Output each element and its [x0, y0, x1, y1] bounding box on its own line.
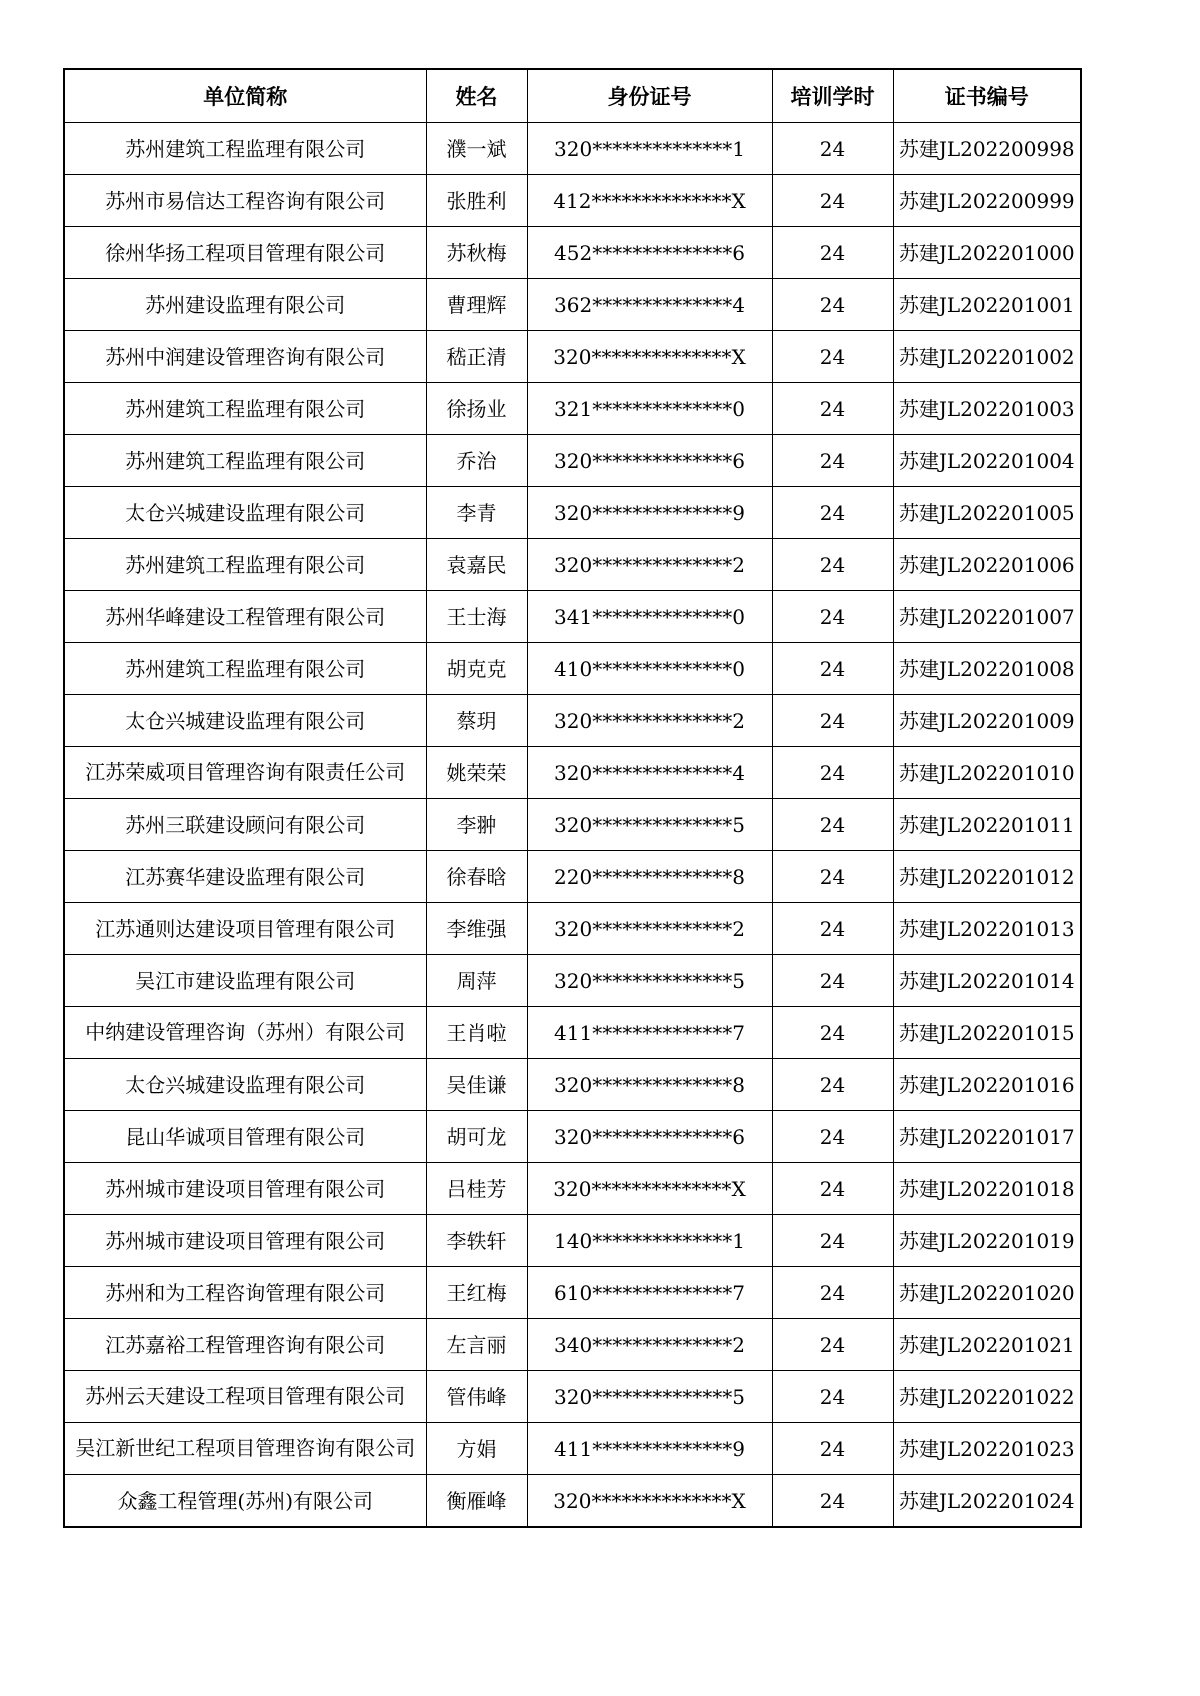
- table-row: [64, 1267, 1081, 1319]
- unit-cell: 苏州建筑工程监理有限公司: [64, 435, 426, 487]
- training-hours-cell: 24: [772, 1215, 893, 1267]
- id-number-cell: 320**************X: [527, 1475, 772, 1528]
- name-cell: 吕桂芳: [426, 1163, 527, 1215]
- certificate-number-cell: 苏建JL202201010: [893, 747, 1081, 799]
- table-row: [64, 175, 1081, 227]
- training-hours-cell: 24: [772, 175, 893, 227]
- table-row: [64, 1215, 1081, 1267]
- certificate-number-cell: 苏建JL202201015: [893, 1007, 1081, 1059]
- table-row: [64, 331, 1081, 383]
- id-number-cell: 340**************2: [527, 1319, 772, 1371]
- table-row: [64, 591, 1081, 643]
- table-row: [64, 487, 1081, 539]
- training-hours-cell: 24: [772, 1475, 893, 1528]
- certificate-number-cell: 苏建JL202201021: [893, 1319, 1081, 1371]
- unit-cell: 苏州建筑工程监理有限公司: [64, 383, 426, 435]
- certificate-number-cell: 苏建JL202200998: [893, 123, 1081, 175]
- name-cell: 衡雁峰: [426, 1475, 527, 1528]
- unit-cell: 昆山华诚项目管理有限公司: [64, 1111, 426, 1163]
- certificate-number-cell: 苏建JL202201020: [893, 1267, 1081, 1319]
- certificate-number-cell: 苏建JL202201017: [893, 1111, 1081, 1163]
- table-row: [64, 279, 1081, 331]
- training-hours-cell: 24: [772, 1267, 893, 1319]
- table-row: [64, 1111, 1081, 1163]
- certificate-number-cell: 苏建JL202201016: [893, 1059, 1081, 1111]
- certificate-number-cell: 苏建JL202201003: [893, 383, 1081, 435]
- id-number-cell: 412**************X: [527, 175, 772, 227]
- id-number-cell: 320**************5: [527, 955, 772, 1007]
- id-number-cell: 452**************6: [527, 227, 772, 279]
- unit-cell: 江苏嘉裕工程管理咨询有限公司: [64, 1319, 426, 1371]
- id-number-cell: 320**************9: [527, 487, 772, 539]
- training-hours-cell: 24: [772, 1111, 893, 1163]
- table-row: [64, 1475, 1081, 1528]
- certificate-number-cell: 苏建JL202201012: [893, 851, 1081, 903]
- id-number-cell: 320**************2: [527, 539, 772, 591]
- table-row: [64, 643, 1081, 695]
- id-number-cell: 140**************1: [527, 1215, 772, 1267]
- id-number-cell: 320**************4: [527, 747, 772, 799]
- id-number-cell: 320**************X: [527, 331, 772, 383]
- name-cell: 吴佳谦: [426, 1059, 527, 1111]
- header-name: 姓名: [426, 69, 527, 123]
- training-hours-cell: 24: [772, 1371, 893, 1423]
- table-body: [64, 123, 1081, 1528]
- training-hours-cell: 24: [772, 1059, 893, 1111]
- unit-cell: 苏州城市建设项目管理有限公司: [64, 1163, 426, 1215]
- unit-cell: 太仓兴城建设监理有限公司: [64, 1059, 426, 1111]
- id-number-cell: 320**************6: [527, 435, 772, 487]
- name-cell: 徐扬业: [426, 383, 527, 435]
- certificate-number-cell: 苏建JL202201023: [893, 1423, 1081, 1475]
- header-unit: 单位简称: [64, 69, 426, 123]
- certificate-number-cell: 苏建JL202201000: [893, 227, 1081, 279]
- certificate-number-cell: 苏建JL202201019: [893, 1215, 1081, 1267]
- training-hours-cell: 24: [772, 279, 893, 331]
- unit-cell: 江苏通则达建设项目管理有限公司: [64, 903, 426, 955]
- table-row: [64, 903, 1081, 955]
- name-cell: 王士海: [426, 591, 527, 643]
- id-number-cell: 320**************X: [527, 1163, 772, 1215]
- certificate-number-cell: 苏建JL202201002: [893, 331, 1081, 383]
- name-cell: 李维强: [426, 903, 527, 955]
- id-number-cell: 320**************2: [527, 695, 772, 747]
- training-hours-cell: 24: [772, 331, 893, 383]
- table-row: [64, 227, 1081, 279]
- unit-cell: 苏州建筑工程监理有限公司: [64, 123, 426, 175]
- name-cell: 濮一斌: [426, 123, 527, 175]
- certificate-number-cell: 苏建JL202201024: [893, 1475, 1081, 1528]
- training-hours-cell: 24: [772, 695, 893, 747]
- training-hours-cell: 24: [772, 539, 893, 591]
- id-number-cell: 362**************4: [527, 279, 772, 331]
- id-number-cell: 410**************0: [527, 643, 772, 695]
- name-cell: 管伟峰: [426, 1371, 527, 1423]
- certificate-number-cell: 苏建JL202201011: [893, 799, 1081, 851]
- name-cell: 苏秋梅: [426, 227, 527, 279]
- training-hours-cell: 24: [772, 1007, 893, 1059]
- table-row: [64, 383, 1081, 435]
- training-hours-cell: 24: [772, 1319, 893, 1371]
- id-number-cell: 341**************0: [527, 591, 772, 643]
- certificate-number-cell: 苏建JL202201014: [893, 955, 1081, 1007]
- training-hours-cell: 24: [772, 487, 893, 539]
- id-number-cell: 411**************9: [527, 1423, 772, 1475]
- table-row: [64, 695, 1081, 747]
- table-row: [64, 851, 1081, 903]
- training-hours-cell: 24: [772, 851, 893, 903]
- name-cell: 周萍: [426, 955, 527, 1007]
- certificate-number-cell: 苏建JL202201013: [893, 903, 1081, 955]
- training-hours-cell: 24: [772, 747, 893, 799]
- unit-cell: 苏州三联建设顾问有限公司: [64, 799, 426, 851]
- table-row: [64, 1319, 1081, 1371]
- header-id-number: 身份证号: [527, 69, 772, 123]
- training-hours-cell: 24: [772, 227, 893, 279]
- certificate-number-cell: 苏建JL202201018: [893, 1163, 1081, 1215]
- id-number-cell: 320**************5: [527, 1371, 772, 1423]
- certificate-number-cell: 苏建JL202201004: [893, 435, 1081, 487]
- name-cell: 张胜利: [426, 175, 527, 227]
- certificate-number-cell: 苏建JL202201006: [893, 539, 1081, 591]
- certificate-number-cell: 苏建JL202201009: [893, 695, 1081, 747]
- training-hours-cell: 24: [772, 643, 893, 695]
- header-certificate-number: 证书编号: [893, 69, 1081, 123]
- name-cell: 李轶轩: [426, 1215, 527, 1267]
- training-hours-cell: 24: [772, 383, 893, 435]
- name-cell: 王红梅: [426, 1267, 527, 1319]
- document-sheet: [63, 68, 1082, 1528]
- unit-cell: 苏州建筑工程监理有限公司: [64, 643, 426, 695]
- name-cell: 方娟: [426, 1423, 527, 1475]
- name-cell: 李翀: [426, 799, 527, 851]
- id-number-cell: 220**************8: [527, 851, 772, 903]
- training-hours-cell: 24: [772, 799, 893, 851]
- unit-cell: 江苏赛华建设监理有限公司: [64, 851, 426, 903]
- unit-cell: 苏州和为工程咨询管理有限公司: [64, 1267, 426, 1319]
- unit-cell: 江苏荣威项目管理咨询有限责任公司: [64, 747, 426, 799]
- name-cell: 嵇正清: [426, 331, 527, 383]
- unit-cell: 吴江新世纪工程项目管理咨询有限公司: [64, 1423, 426, 1475]
- unit-cell: 苏州建筑工程监理有限公司: [64, 539, 426, 591]
- name-cell: 姚荣荣: [426, 747, 527, 799]
- name-cell: 乔治: [426, 435, 527, 487]
- unit-cell: 苏州云天建设工程项目管理有限公司: [64, 1371, 426, 1423]
- header-training-hours: 培训学时: [772, 69, 893, 123]
- name-cell: 胡克克: [426, 643, 527, 695]
- id-number-cell: 320**************6: [527, 1111, 772, 1163]
- table-row: [64, 1371, 1081, 1423]
- certificate-number-cell: 苏建JL202201022: [893, 1371, 1081, 1423]
- certificate-number-cell: 苏建JL202201007: [893, 591, 1081, 643]
- unit-cell: 中纳建设管理咨询（苏州）有限公司: [64, 1007, 426, 1059]
- unit-cell: 太仓兴城建设监理有限公司: [64, 695, 426, 747]
- training-hours-cell: 24: [772, 435, 893, 487]
- unit-cell: 吴江市建设监理有限公司: [64, 955, 426, 1007]
- id-number-cell: 321**************0: [527, 383, 772, 435]
- table-row: [64, 799, 1081, 851]
- table-row: [64, 1423, 1081, 1475]
- unit-cell: 苏州建设监理有限公司: [64, 279, 426, 331]
- id-number-cell: 320**************5: [527, 799, 772, 851]
- unit-cell: 太仓兴城建设监理有限公司: [64, 487, 426, 539]
- unit-cell: 苏州华峰建设工程管理有限公司: [64, 591, 426, 643]
- certificate-number-cell: 苏建JL202200999: [893, 175, 1081, 227]
- unit-cell: 苏州城市建设项目管理有限公司: [64, 1215, 426, 1267]
- id-number-cell: 411**************7: [527, 1007, 772, 1059]
- id-number-cell: 610**************7: [527, 1267, 772, 1319]
- name-cell: 王肖啦: [426, 1007, 527, 1059]
- unit-cell: 苏州中润建设管理咨询有限公司: [64, 331, 426, 383]
- training-hours-cell: 24: [772, 903, 893, 955]
- training-hours-cell: 24: [772, 591, 893, 643]
- training-hours-cell: 24: [772, 955, 893, 1007]
- training-hours-cell: 24: [772, 1163, 893, 1215]
- table-row: [64, 539, 1081, 591]
- id-number-cell: 320**************2: [527, 903, 772, 955]
- name-cell: 袁嘉民: [426, 539, 527, 591]
- unit-cell: 众鑫工程管理(苏州)有限公司: [64, 1475, 426, 1528]
- name-cell: 李青: [426, 487, 527, 539]
- table-row: [64, 747, 1081, 799]
- table-row: [64, 1163, 1081, 1215]
- certificate-number-cell: 苏建JL202201008: [893, 643, 1081, 695]
- id-number-cell: 320**************1: [527, 123, 772, 175]
- training-certificate-table: [63, 68, 1082, 1528]
- table-row: [64, 123, 1081, 175]
- certificate-number-cell: 苏建JL202201005: [893, 487, 1081, 539]
- name-cell: 左言丽: [426, 1319, 527, 1371]
- table-row: [64, 1007, 1081, 1059]
- training-hours-cell: 24: [772, 1423, 893, 1475]
- name-cell: 胡可龙: [426, 1111, 527, 1163]
- unit-cell: 徐州华扬工程项目管理有限公司: [64, 227, 426, 279]
- name-cell: 蔡玥: [426, 695, 527, 747]
- certificate-number-cell: 苏建JL202201001: [893, 279, 1081, 331]
- name-cell: 徐春晗: [426, 851, 527, 903]
- table-row: [64, 955, 1081, 1007]
- unit-cell: 苏州市易信达工程咨询有限公司: [64, 175, 426, 227]
- table-row: [64, 1059, 1081, 1111]
- training-hours-cell: 24: [772, 123, 893, 175]
- table-row: [64, 435, 1081, 487]
- id-number-cell: 320**************8: [527, 1059, 772, 1111]
- name-cell: 曹理辉: [426, 279, 527, 331]
- table-header-row: [64, 69, 1081, 123]
